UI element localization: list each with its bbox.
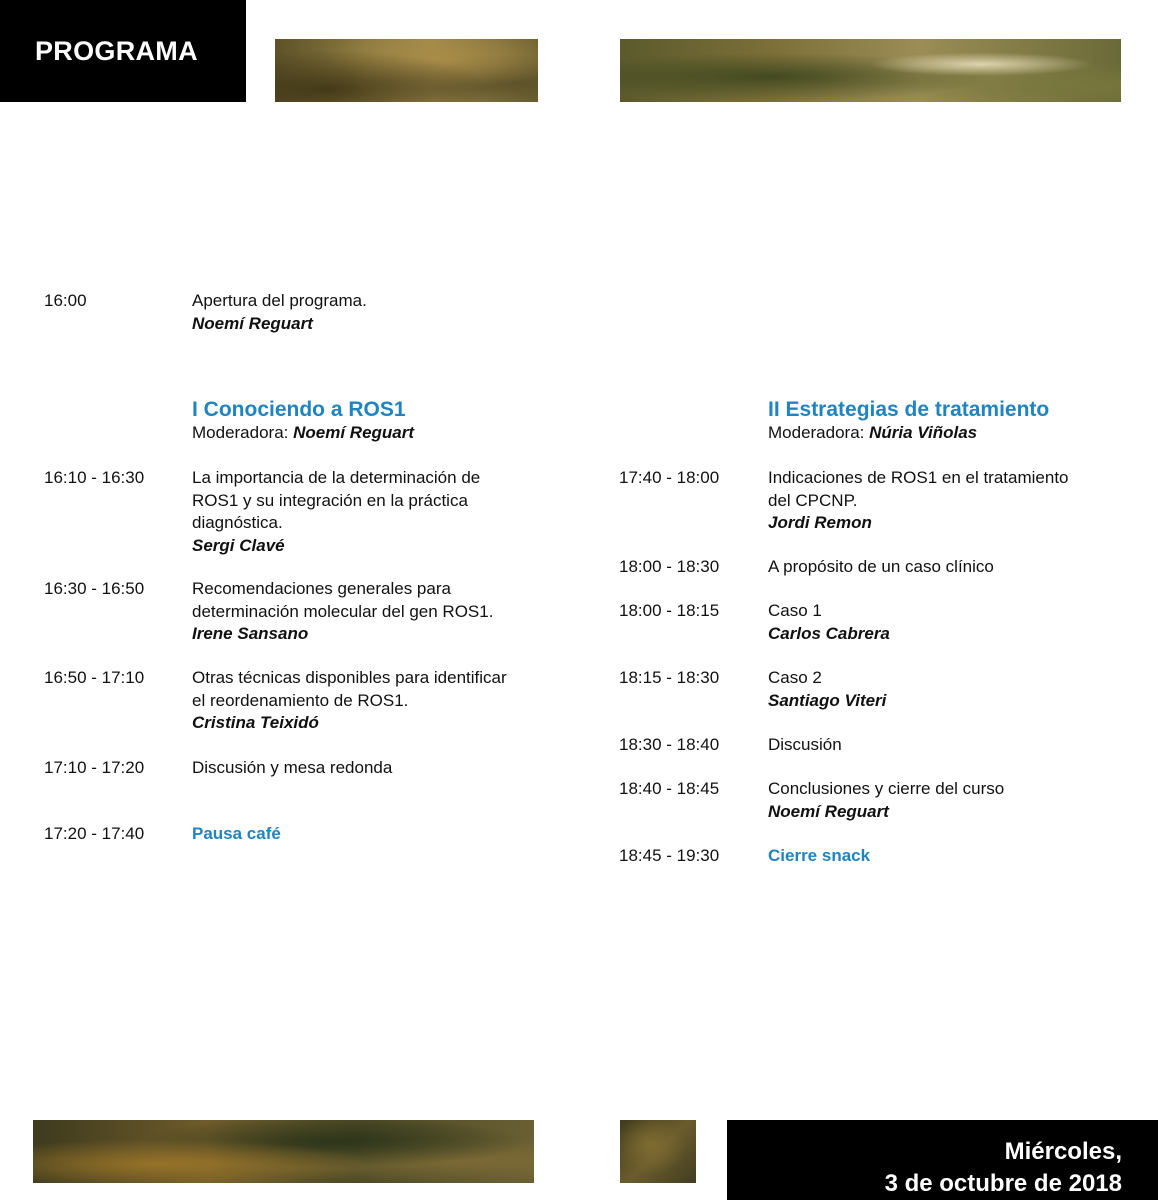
schedule-item [768,845,1128,868]
item-line: Discusión y mesa redonda [192,758,393,777]
section-1-title: I Conociendo a ROS1 [192,398,406,421]
painting-strip [620,1120,696,1183]
schedule-item [768,600,1128,645]
section-2-moderator [768,422,977,445]
item-line: Caso 2 [768,668,822,687]
program-header [0,0,246,102]
schedule-time: 17:40 - 18:00 [619,468,720,487]
schedule-time: 18:15 - 18:30 [619,668,720,687]
opening-item [192,290,552,335]
schedule-time: 18:40 - 18:45 [619,779,720,798]
schedule-item [192,757,552,780]
schedule-item [768,734,1128,757]
item-line: el reordenamiento de ROS1. [192,690,409,710]
item-line: Conclusiones y cierre del curso [768,779,1005,798]
item-line: determinación molecular del gen ROS1. [192,601,494,621]
painting-strip [620,39,1121,102]
item-line: ROS1 y su integración en la práctica [192,490,468,510]
schedule-time: 17:20 - 17:40 [44,824,145,843]
date-line-full: 3 de octubre de 2018 [884,1170,1122,1197]
item-line: A propósito de un caso clínico [768,557,994,576]
schedule-time: 18:00 - 18:30 [619,557,720,576]
opening-title: Apertura del programa. [192,291,367,310]
item-line: del CPCNP. [768,490,858,510]
event-date [727,1120,1158,1200]
moderator-name: Núria Viñolas [869,423,978,442]
item-speaker: Irene Sansano [192,624,309,643]
item-speaker: Jordi Remon [768,513,872,532]
schedule-item [192,578,552,646]
schedule-item [768,778,1128,823]
program-title: PROGRAMA [35,36,198,66]
section-1-moderator [192,422,414,445]
schedule-time: 18:45 - 19:30 [619,846,720,865]
schedule-time: 16:30 - 16:50 [44,579,145,598]
schedule-item [768,667,1128,712]
item-speaker: Santiago Viteri [768,690,887,710]
painting-strip [275,39,538,102]
break-label: Pausa café [192,824,281,843]
item-speaker: Noemí Reguart [768,801,889,821]
schedule-time: 16:10 - 16:30 [44,468,145,487]
section-2-title: II Estrategias de tratamiento [768,398,1050,421]
moderator-label: Moderadora: [768,423,865,442]
item-speaker: Sergi Clavé [192,535,285,555]
moderator-label: Moderadora: [192,423,289,442]
schedule-time: 16:50 - 17:10 [44,668,145,687]
item-line: Recomendaciones generales para [192,579,451,598]
item-speaker: Cristina Teixidó [192,713,319,732]
opening-speaker: Noemí Reguart [192,313,313,333]
item-speaker: Carlos Cabrera [768,623,890,643]
schedule-time: 17:10 - 17:20 [44,758,145,777]
item-line: Otras técnicas disponibles para identificar [192,668,507,687]
painting-strip [33,1120,534,1183]
schedule-item [768,556,1128,579]
schedule-item [192,667,552,735]
closing-snack-label: Cierre snack [768,846,871,865]
moderator-name: Noemí Reguart [293,423,415,442]
date-line-weekday: Miércoles, [1004,1138,1122,1165]
schedule-time: 18:00 - 18:15 [619,601,720,620]
item-line: Caso 1 [768,601,822,620]
item-line: Discusión [768,735,842,754]
item-line: diagnóstica. [192,513,283,532]
schedule-item [768,467,1128,535]
schedule-item [192,467,552,557]
item-line: Indicaciones de ROS1 en el tratamiento [768,468,1069,487]
schedule-item [192,823,552,846]
item-line: La importancia de la determinación de [192,468,481,487]
schedule-time: 18:30 - 18:40 [619,735,720,754]
opening-time: 16:00 [44,291,87,310]
